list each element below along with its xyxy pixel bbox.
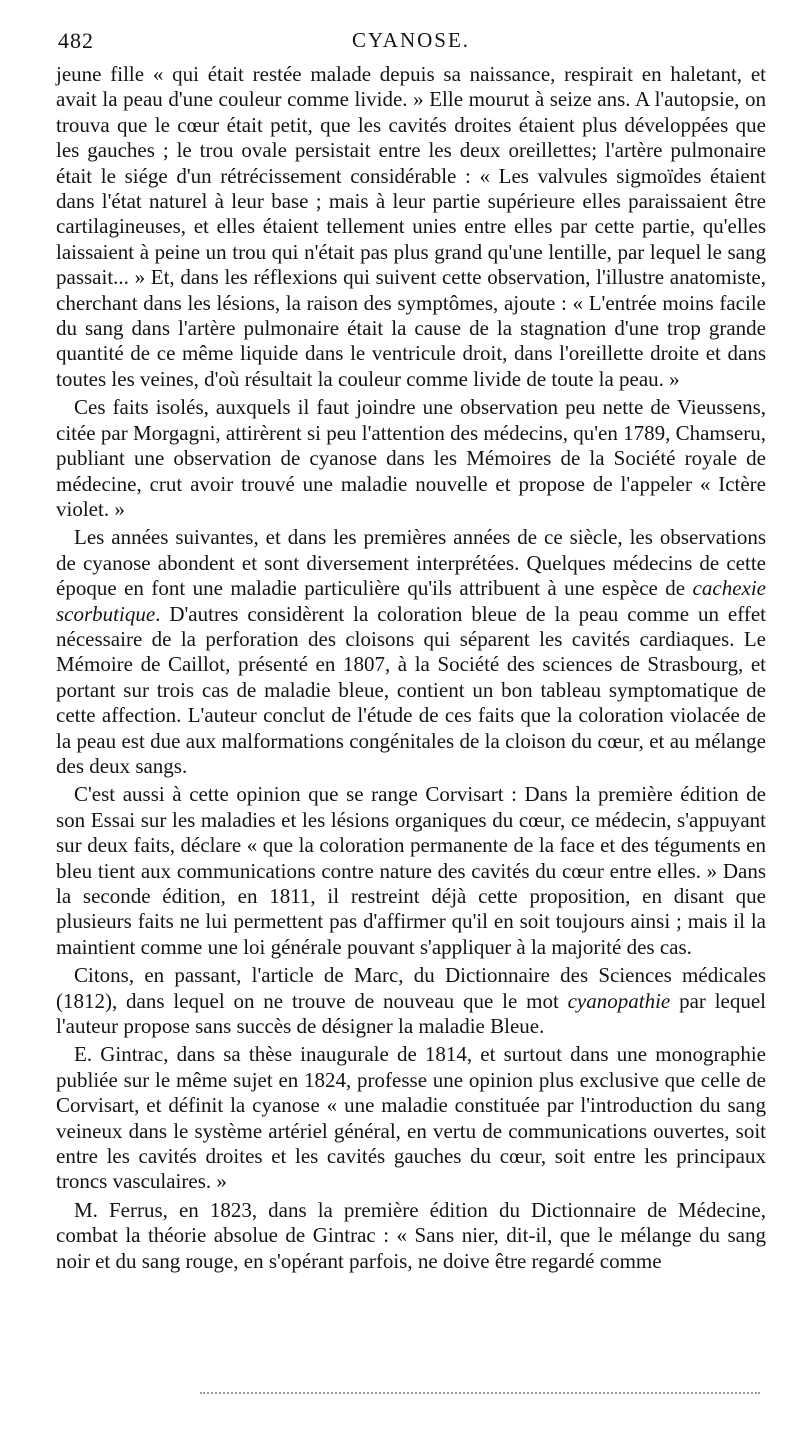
text-segment: E. Gintrac, dans sa thèse inaugurale de 1814, et surtout dans une monographie publiée sur le même sujet en 1824, professe une opinion plus exclusive que celle de Corvisart, et définit la cyanose « une maladie constituée par l'introduction du sang veineux dans le système artériel général, en vertu de communications ouvertes, soit entre les cavités droites et les cavités gauches du cœur, soit entre les principaux troncs vasculaires. » <box>56 1042 766 1194</box>
text-segment: Les années suivantes, et dans les premières années de ce siècle, les observations de cyanose abondent et sont diversement interprétées. Quelques médecins de cette époque en font une maladie particulière qu'ils attribuent à une espèce de <box>56 525 766 601</box>
paragraph <box>56 1042 766 1194</box>
text-segment: par lequel l'auteur propose sans succès de désigner la maladie Bleue. <box>56 988 767 1039</box>
running-title: CYANOSE. <box>351 28 471 52</box>
footer-rule <box>200 1392 760 1394</box>
page-number: 482 <box>58 28 94 53</box>
paragraph <box>56 525 766 779</box>
italic-term: cachexie scorbutique <box>56 576 766 626</box>
text-segment: jeune fille « qui était restée malade depuis sa naissance, respirait en haletant, et avait la peau d'une couleur comme livide. » Elle mourut à seize ans. A l'autopsie, on trouva que le cœur était petit, que les cavités droites étaient plus développées que les gauches ; le trou ovale persistait entre les deux oreillettes; l'artère pulmonaire était le siége d'un rétrécissement considérable : « Les valvules sigmoïdes étaient dans l'état naturel à leur base ; mais à leur partie supérieure elles paraissaient être cartilagineuses, et elles étaient tellement unies entre elles par cette partie, qu'elles laissaient à peine un trou qui n'était pas plus grand qu'une lentille, par lequel le sang passait... » Et, dans les réflexions qui suivent cette observation, l'illustre anatomiste, cherchant dans les lésions, la raison des symptômes, ajoute : « L'entrée moins facile du sang dans l'artère pulmonaire était la cause de la stagnation d'une trop grande quantité de ce même liquide dans le ventricule droit, dans l'oreillette droite et dans toutes les veines, d'où résultait la couleur comme livide de toute la peau. » <box>56 62 766 391</box>
body-text <box>56 62 766 1274</box>
italic-term: cyanopathie <box>567 988 671 1013</box>
text-segment: Citons, en passant, l'article de Marc, du Dictionnaire des Sciences médicales (1812), dans lequel on ne trouve de nouveau que le mot <box>56 963 766 1013</box>
page-header <box>58 28 764 56</box>
paragraph <box>56 62 766 392</box>
text-segment: Ces faits isolés, auxquels il faut joindre une observation peu nette de Vieussens, citée par Morgagni, attirèrent si peu l'attention des médecins, qu'en 1789, Chamseru, publiant une observation de cyanose dans les Mémoires de la Société royale de médecine, crut avoir trouvé une maladie nouvelle et propose de l'appeler « Ictère violet. » <box>56 395 766 521</box>
paragraph <box>56 395 766 522</box>
paragraph <box>56 1198 766 1274</box>
paragraph <box>56 782 766 960</box>
text-segment: C'est aussi à cette opinion que se range Corvisart : Dans la première édition de son Essai sur les maladies et les lésions organiques du cœur, ce médecin, s'appuyant sur deux faits, déclare « que la coloration permanente de la face et des téguments en bleu tient aux communications contre nature des cavités du cœur entre elles. » Dans la seconde édition, en 1811, il restreint déjà cette proposition, en disant que plusieurs faits ne lui permettent pas d'affirmer qu'il en soit toujours ainsi ; mais il la maintient comme une loi générale pouvant s'appliquer à la majorité des cas. <box>56 782 766 959</box>
text-segment: . D'autres considèrent la coloration bleue de la peau comme un effet nécessaire de la perforation des cloisons qui séparent les cavités cardiaques. Le Mémoire de Caillot, présenté en 1807, à la Société des sciences de Strasbourg, et portant sur trois cas de maladie bleue, contient un bon tableau symptomatique de cette affection. L'auteur conclut de l'étude de ces faits que la coloration violacée de la peau est due aux malformations congénitales de la cloison du cœur, et au mélange des deux sangs. <box>56 601 766 778</box>
paragraph <box>56 963 766 1039</box>
text-segment: M. Ferrus, en 1823, dans la première édition du Dictionnaire de Médecine, combat la théorie absolue de Gintrac : « Sans nier, dit-il, que le mélange du sang noir et du sang rouge, en s'opérant parfois, ne doive être regardé comme <box>56 1197 766 1273</box>
